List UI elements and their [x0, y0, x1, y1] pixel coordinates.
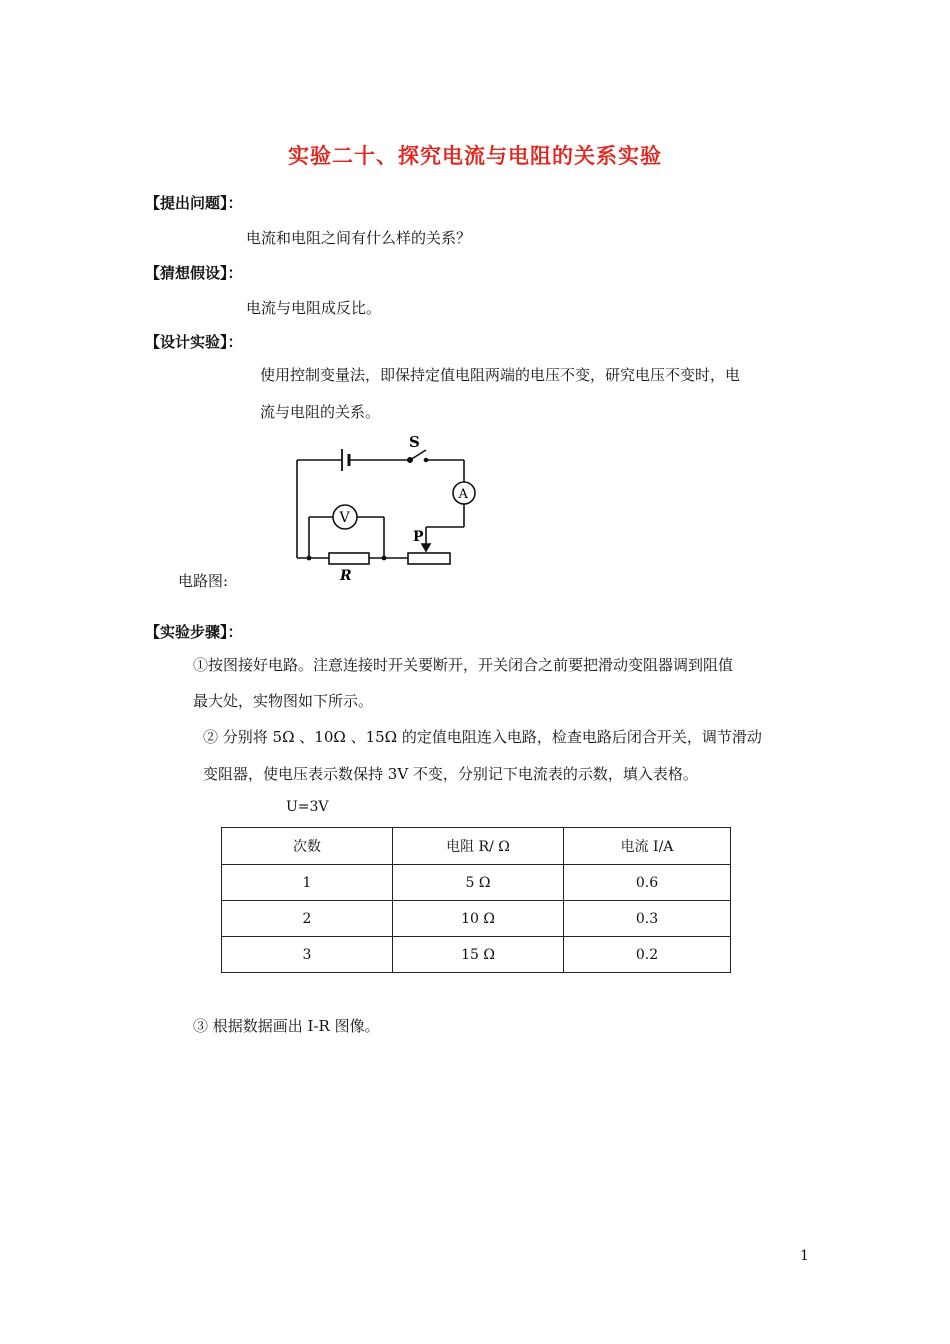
- step3-text: ③ 根据数据画出 I-R 图像。: [193, 1017, 380, 1035]
- table-cell: 10 Ω: [393, 901, 564, 937]
- table-header-cell: 电阻 R/ Ω: [393, 828, 564, 865]
- circuit-label: 电路图:: [178, 572, 229, 590]
- table-header-cell: 次数: [222, 828, 393, 865]
- table-cell: 2: [222, 901, 393, 937]
- resistor-body: [329, 553, 369, 564]
- table-row: [222, 937, 731, 973]
- slider-label: P: [413, 529, 424, 545]
- junction-left: [307, 556, 312, 561]
- circuit-diagram: [285, 430, 485, 590]
- table-cell: 15 Ω: [393, 937, 564, 973]
- step1-line1: ①按图接好电路。注意连接时开关要断开，开关闭合之前要把滑动变阻器调到阻值: [193, 656, 734, 674]
- table-cell: 0.3: [564, 901, 731, 937]
- page-title: 实验二十、探究电流与电阻的关系实验: [288, 143, 662, 168]
- design-text-line1: 使用控制变量法，即保持定值电阻两端的电压不变，研究电压不变时，电: [260, 366, 741, 384]
- table-cell: 1: [222, 865, 393, 901]
- table-cell: 3: [222, 937, 393, 973]
- resistor-label: R: [340, 568, 352, 584]
- step2-line2: 变阻器，使电压表示数保持 3V 不变，分别记下电流表的示数，填入表格。: [203, 765, 698, 783]
- section-heading-design: 【设计实验】：: [145, 333, 243, 351]
- table-cell: 5 Ω: [393, 865, 564, 901]
- table-caption: U=3V: [286, 799, 329, 815]
- table-header-row: [222, 828, 731, 865]
- section-heading-question: 【提出问题】：: [145, 194, 243, 212]
- step2-line1: ② 分别将 5Ω 、10Ω 、15Ω 的定值电阻连入电路，检查电路后闭合开关，调节滑动: [203, 728, 762, 746]
- section-heading-hypothesis: 【猜想假设】：: [145, 264, 243, 282]
- slider-arrow: [422, 544, 430, 551]
- question-text: 电流和电阻之间有什么样的关系？: [246, 229, 472, 247]
- table-cell: 0.6: [564, 865, 731, 901]
- table-cell: 0.2: [564, 937, 731, 973]
- table-row: [222, 865, 731, 901]
- switch-blade: [410, 450, 426, 460]
- section-heading-steps: 【实验步骤】：: [145, 623, 243, 641]
- table-row: [222, 901, 731, 937]
- data-table: [221, 827, 731, 973]
- rheostat-body: [408, 553, 450, 564]
- table-header-cell: 电流 I/A: [564, 828, 731, 865]
- hypothesis-text: 电流与电阻成反比。: [246, 299, 382, 317]
- step1-line2: 最大处，实物图如下所示。: [193, 692, 374, 710]
- voltmeter-label: V: [339, 510, 350, 526]
- ammeter-label: A: [458, 487, 468, 502]
- junction-right: [382, 556, 387, 561]
- switch-label: S: [409, 433, 420, 451]
- page-number: 1: [800, 1248, 809, 1264]
- design-text-line2: 流与电阻的关系。: [260, 403, 381, 421]
